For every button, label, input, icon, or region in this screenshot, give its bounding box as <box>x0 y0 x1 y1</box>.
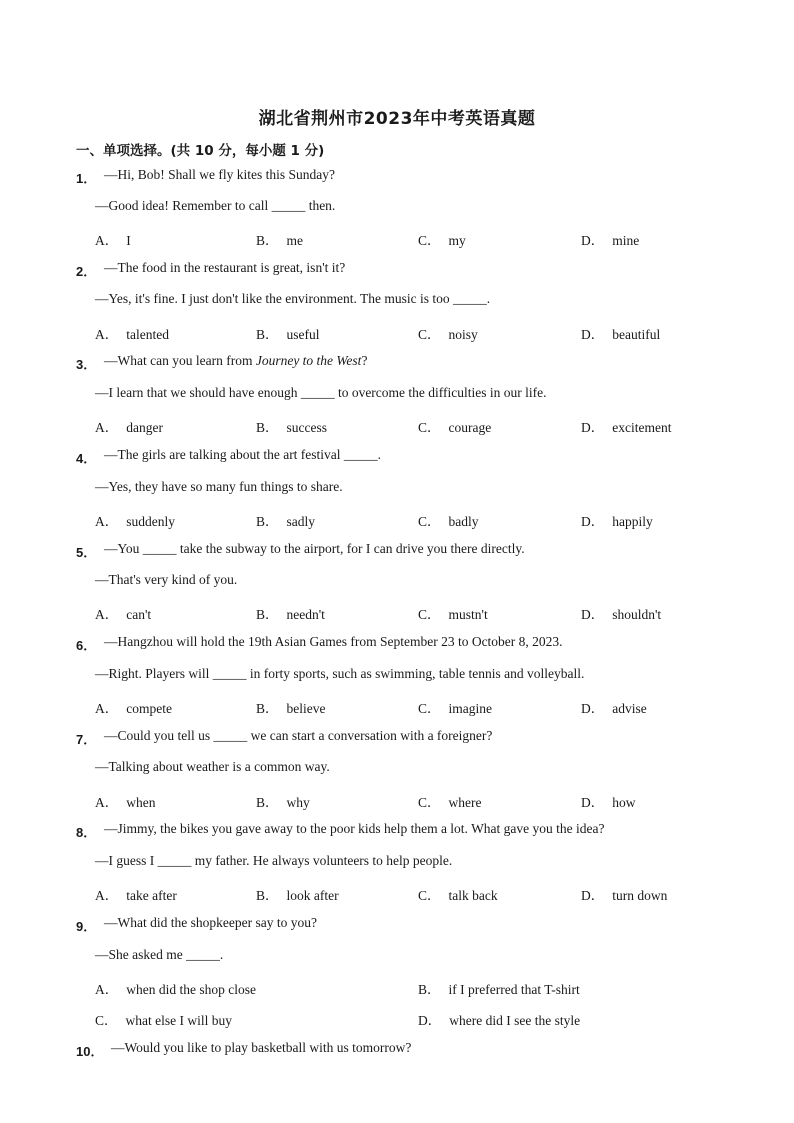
option-d[interactable]: D． advise <box>581 701 647 716</box>
option-a[interactable]: A． suddenly <box>95 514 175 529</box>
option-b[interactable]: B． me <box>256 233 304 248</box>
question-number: 2． <box>76 264 97 279</box>
option-d[interactable]: D． shouldn't <box>581 607 662 622</box>
option-c[interactable]: C． imagine <box>418 701 493 716</box>
question-number: 10． <box>76 1044 104 1059</box>
option-b[interactable]: B． believe <box>256 701 326 716</box>
option-a[interactable]: A． compete <box>95 701 172 716</box>
question-response: —Yes, it's fine. I just don't like the environment. The music is too _____. <box>95 291 491 306</box>
question-stem: —Jimmy, the bikes you gave away to the poor kids help them a lot. What gave you the idea? <box>104 821 605 836</box>
option-c[interactable]: C． my <box>418 233 466 248</box>
option-b[interactable]: B． sadly <box>256 514 316 529</box>
page-title: 湖北省荆州市2023年中考英语真题 <box>258 109 536 129</box>
section-heading: 一、单项选择。(共 10 分，每小题 1 分) <box>76 143 325 159</box>
question-number: 4． <box>76 451 97 466</box>
question-stem: —Hi, Bob! Shall we fly kites this Sunday? <box>104 167 335 182</box>
question-number: 8． <box>76 825 97 840</box>
question-response: —That's very kind of you. <box>95 572 238 587</box>
option-c[interactable]: C． noisy <box>418 327 478 342</box>
option-d[interactable]: D． where did I see the style <box>418 1013 581 1028</box>
question-stem: —What can you learn from Journey to the West? <box>104 353 368 368</box>
option-a[interactable]: A． talented <box>95 327 169 342</box>
option-b[interactable]: B． if I preferred that T-shirt <box>418 982 580 997</box>
option-c[interactable]: C． mustn't <box>418 607 488 622</box>
question-number: 9． <box>76 919 97 934</box>
option-b[interactable]: B． success <box>256 420 328 435</box>
option-d[interactable]: D． turn down <box>581 888 668 903</box>
option-a[interactable]: A． danger <box>95 420 163 435</box>
question-stem: —The food in the restaurant is great, isn't it? <box>104 260 346 275</box>
question-response: —I guess I _____ my father. He always volunteers to help people. <box>95 853 453 868</box>
question-response: —Right. Players will _____ in forty sports, such as swimming, table tennis and volleyball. <box>95 666 585 681</box>
option-a[interactable]: A． I <box>95 233 131 248</box>
option-a[interactable]: A． can't <box>95 607 152 622</box>
question-stem: —You _____ take the subway to the airport, for I can drive you there directly. <box>104 541 525 556</box>
option-d[interactable]: D． happily <box>581 514 653 529</box>
option-c[interactable]: C． courage <box>418 420 492 435</box>
option-a[interactable]: A． when <box>95 795 156 810</box>
question-response: —She asked me _____. <box>95 947 224 962</box>
question-number: 3． <box>76 357 97 372</box>
option-d[interactable]: D． beautiful <box>581 327 661 342</box>
option-a[interactable]: A． when did the shop close <box>95 982 256 997</box>
question-stem: —The girls are talking about the art festival _____. <box>104 447 382 462</box>
question-stem: —Hangzhou will hold the 19th Asian Games from September 23 to October 8, 2023. <box>104 634 563 649</box>
option-c[interactable]: C． what else I will buy <box>95 1013 232 1028</box>
question-response: —I learn that we should have enough _____ to overcome the difficulties in our life. <box>95 385 547 400</box>
option-c[interactable]: C． badly <box>418 514 479 529</box>
question-stem: —Would you like to play basketball with us tomorrow? <box>111 1040 412 1055</box>
option-b[interactable]: B． needn't <box>256 607 325 622</box>
option-a[interactable]: A． take after <box>95 888 177 903</box>
book-title: Journey to the West <box>255 353 362 368</box>
question-number: 5． <box>76 545 97 560</box>
option-b[interactable]: B． why <box>256 795 310 810</box>
option-d[interactable]: D． how <box>581 795 636 810</box>
question-response: —Good idea! Remember to call _____ then. <box>95 198 336 213</box>
question-stem: —What did the shopkeeper say to you? <box>104 915 317 930</box>
question-stem: —Could you tell us _____ we can start a conversation with a foreigner? <box>104 728 493 743</box>
question-response: —Yes, they have so many fun things to share. <box>95 479 343 494</box>
option-b[interactable]: B． look after <box>256 888 339 903</box>
option-b[interactable]: B． useful <box>256 327 320 342</box>
question-number: 6． <box>76 638 97 653</box>
question-number: 1． <box>76 171 97 186</box>
question-number: 7． <box>76 732 97 747</box>
option-d[interactable]: D． mine <box>581 233 640 248</box>
option-c[interactable]: C． where <box>418 795 482 810</box>
question-response: —Talking about weather is a common way. <box>95 759 330 774</box>
option-c[interactable]: C． talk back <box>418 888 498 903</box>
option-d[interactable]: D． excitement <box>581 420 672 435</box>
